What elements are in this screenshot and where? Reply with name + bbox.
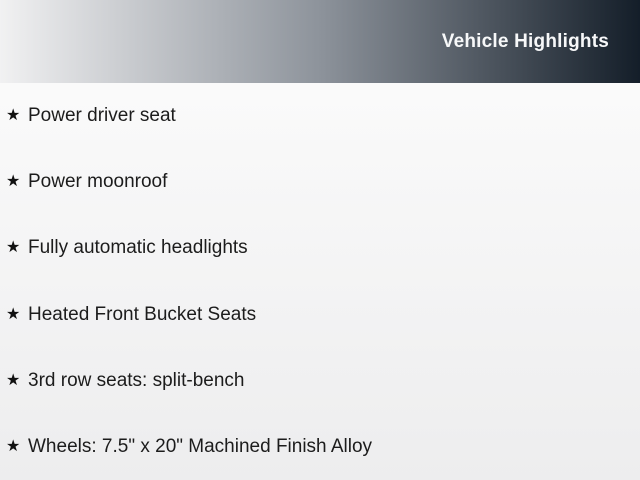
list-item	[0, 149, 640, 215]
star-icon: ★	[6, 173, 21, 191]
star-icon: ★	[6, 107, 21, 125]
list-item	[0, 282, 640, 348]
highlights-list	[0, 83, 640, 480]
page-title: Vehicle Highlights	[441, 30, 609, 52]
star-icon: ★	[6, 239, 21, 257]
list-item	[0, 348, 640, 414]
highlight-label: Wheels: 7.5" x 20" Machined Finish Alloy	[28, 435, 373, 457]
list-item	[0, 215, 640, 281]
star-icon: ★	[6, 371, 21, 389]
star-icon: ★	[6, 437, 21, 455]
highlight-label: Fully automatic headlights	[28, 237, 248, 259]
list-item	[0, 414, 640, 480]
list-item	[0, 83, 640, 149]
highlight-label: 3rd row seats: split-bench	[28, 369, 245, 391]
header	[0, 0, 640, 83]
highlight-label: Power driver seat	[28, 105, 176, 127]
star-icon: ★	[6, 305, 21, 323]
highlight-label: Heated Front Bucket Seats	[28, 303, 257, 325]
highlight-label: Power moonroof	[28, 171, 168, 193]
